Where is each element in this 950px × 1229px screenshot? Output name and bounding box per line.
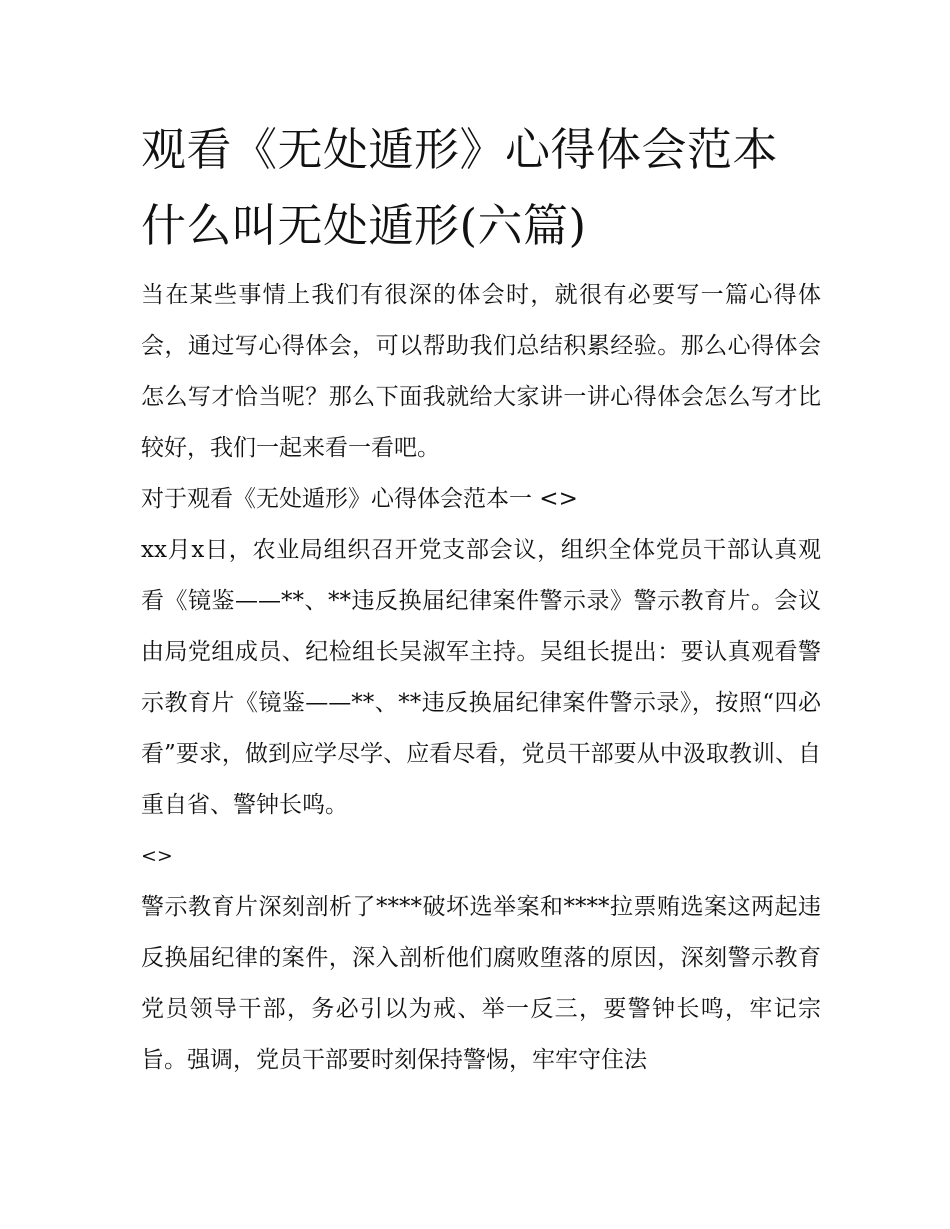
body-paragraph: 警示教育片深刻剖析了****破坏选举案和****拉票贿选案这两起违反换届纪律的案件，深入剖析他们腐败堕落的原因，深刻警示教育党员领导干部，务必引以为戒、举一反三，要警钟长鸣，牢记宗旨。强调，党员干部要时刻保持警惕，牢牢守住法 [141, 894, 821, 1073]
document-page [141, 112, 821, 1086]
section-heading: 对于观看《无处遁形》心得体会范本一 <> [141, 486, 578, 512]
body-paragraph: xx月x日，农业局组织召开党支部会议，组织全体党员干部认真观看《镜鉴——**、**违反换届纪律案件警示录》警示教育片。会议由局党组成员、纪检组长吴淑军主持。吴组长提出：要认真观看警示教育片《镜鉴——**、**违反换届纪律案件警示录》，按照“四必看”要求，做到应学尽学、应看尽看，党员干部要从中汲取教训、自重自省、警钟长鸣。 [141, 537, 821, 818]
separator-marker: <> [141, 845, 173, 867]
document-title: 观看《无处遁形》心得体会范本 什么叫无处遁形(六篇) [141, 123, 779, 252]
intro-paragraph: 当在某些事情上我们有很深的体会时，就很有必要写一篇心得体会，通过写心得体会，可以帮助我们总结积累经验。那么心得体会怎么写才恰当呢？那么下面我就给大家讲一讲心得体会怎么写才比较好，我们一起来看一看吧。 [141, 282, 821, 461]
